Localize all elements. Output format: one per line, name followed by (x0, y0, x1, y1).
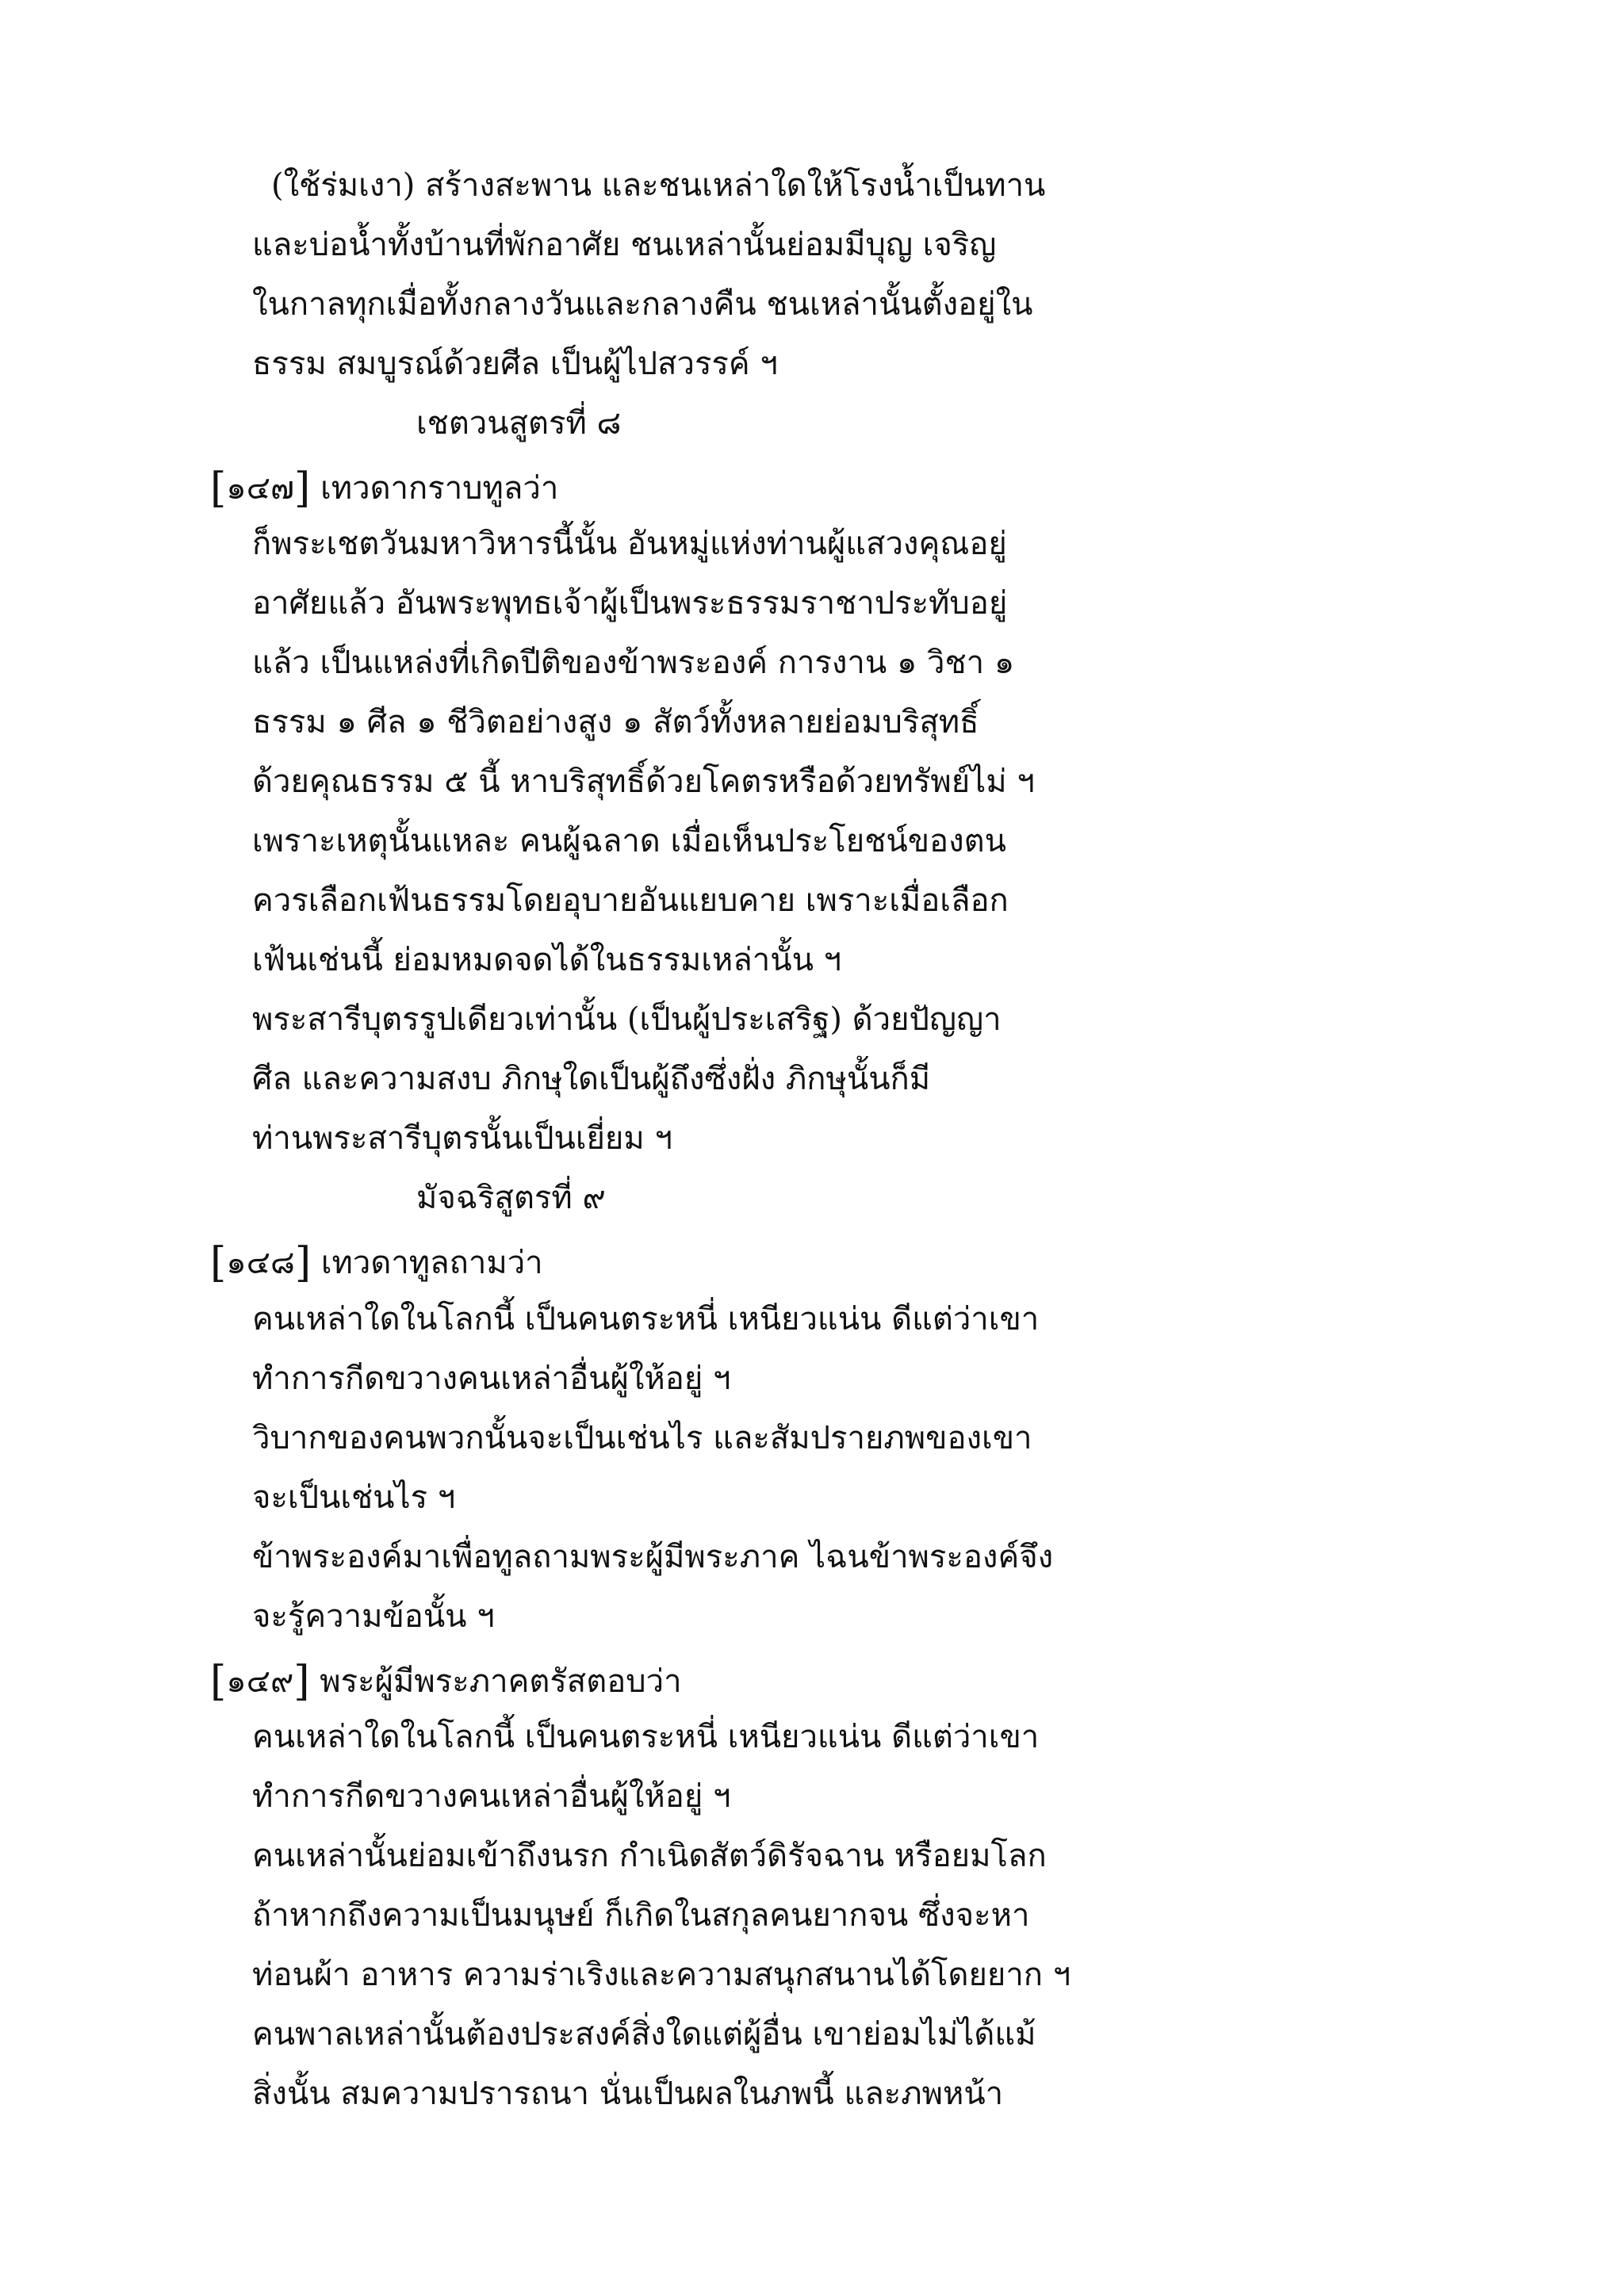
verse-number-line (210, 1657, 682, 1706)
close-bracket: ] (294, 465, 311, 512)
close-bracket: ] (293, 1658, 310, 1705)
verse-number: ๑๔๘ (226, 1245, 295, 1281)
text-line: ด้วยคุณธรรม ๕ นี้ หาบริสุทธิ์ด้วยโคตรหรือด้วยทรัพย์ไม่ ฯ (252, 763, 1035, 800)
text-line: และบ่อน้ำทั้งบ้านที่พักอาศัย ชนเหล่านั้นย่อมมีบุญ เจริญ (252, 227, 997, 263)
text-line: ข้าพระองค์มาเพื่อทูลถามพระผู้มีพระภาค ไฉนข้าพระองค์จึง (252, 1539, 1054, 1575)
text-line: คนพาลเหล่านั้นต้องประสงค์สิ่งใดแต่ผู้อื่น เขาย่อมไม่ได้แม้ (252, 2016, 1036, 2053)
text-line: อาศัยแล้ว อันพระพุทธเจ้าผู้เป็นพระธรรมราชาประทับอยู่ (252, 585, 1008, 622)
open-bracket: [ (210, 1658, 227, 1705)
text-line: สิ่งนั้น สมความปรารถนา นั่นเป็นผลในภพนี้ และภพหน้า (252, 2076, 1004, 2112)
verse-speaker: เทวดากราบทูลว่า (320, 470, 559, 507)
text-line: ควรเลือกเฟ้นธรรมโดยอุบายอันแยบคาย เพราะเมื่อเลือก (252, 882, 1009, 919)
text-line: ทำการกีดขวางคนเหล่าอื่นผู้ให้อยู่ ฯ (252, 1778, 731, 1815)
text-line: เฟ้นเช่นนี้ ย่อมหมดจดได้ในธรรมเหล่านั้น ฯ (252, 942, 842, 978)
open-bracket: [ (210, 465, 227, 512)
open-bracket: [ (210, 1239, 227, 1287)
verse-speaker: เทวดาทูลถามว่า (320, 1245, 543, 1281)
text-line: ธรรม ๑ ศีล ๑ ชีวิตอย่างสูง ๑ สัตว์ทั้งหลายย่อมบริสุทธิ์ (252, 704, 979, 740)
text-line: (ใช้ร่มเงา) สร้างสะพาน และชนเหล่าใดให้โรงน้ำเป็นทาน (271, 167, 1046, 204)
verse-speaker: พระผู้มีพระภาคตรัสตอบว่า (320, 1663, 682, 1700)
text-line: คนเหล่านั้นย่อมเข้าถึงนรก กำเนิดสัตว์ดิรัจฉาน หรือยมโลก (252, 1838, 1047, 1874)
text-line: ท่อนผ้า อาหาร ความร่าเริงและความสนุกสนานได้โดยยาก ฯ (252, 1957, 1071, 1993)
verse-number-line (210, 1238, 543, 1288)
text-line: เพราะเหตุนั้นแหละ คนผู้ฉลาด เมื่อเห็นประโยชน์ของตน (252, 823, 1006, 859)
text-line: ก็พระเชตวันมหาวิหารนี้นั้น อันหมู่แห่งท่านผู้แสวงคุณอยู่ (252, 526, 1007, 562)
text-line: ทำการกีดขวางคนเหล่าอื่นผู้ให้อยู่ ฯ (252, 1360, 731, 1397)
verse-number-line (210, 464, 558, 513)
text-line: ท่านพระสารีบุตรนั้นเป็นเยี่ยม ฯ (252, 1120, 672, 1157)
text-line: จะเป็นเช่นไร ฯ (252, 1479, 456, 1516)
verse-number: ๑๔๙ (226, 1663, 294, 1700)
text-line: คนเหล่าใดในโลกนี้ เป็นคนตระหนี่ เหนียวแน่น ดีแต่ว่าเขา (252, 1719, 1040, 1755)
text-line: ศีล และความสงบ ภิกษุใดเป็นผู้ถึงซึ่งฝั่ง ภิกษุนั้นก็มี (252, 1061, 931, 1097)
text-line: พระสารีบุตรรูปเดียวเท่านั้น (เป็นผู้ประเสริฐ) ด้วยปัญญา (252, 1001, 1002, 1038)
close-bracket: ] (294, 1239, 312, 1287)
section-heading: เชตวนสูตรที่ ๘ (416, 405, 622, 442)
verse-number: ๑๔๗ (226, 470, 295, 507)
text-line: แล้ว เป็นแหล่งที่เกิดปีติของข้าพระองค์ การงาน ๑ วิชา ๑ (252, 645, 1015, 681)
text-line: ถ้าหากถึงความเป็นมนุษย์ ก็เกิดในสกุลคนยากจน ซึ่งจะหา (252, 1897, 1030, 1934)
section-heading: มัจฉริสูตรที่ ๙ (416, 1180, 606, 1216)
text-line: จะรู้ความข้อนั้น ฯ (252, 1598, 495, 1635)
text-line: วิบากของคนพวกนั้นจะเป็นเช่นไร และสัมปรายภพของเขา (252, 1420, 1032, 1456)
text-line: คนเหล่าใดในโลกนี้ เป็นคนตระหนี่ เหนียวแน่น ดีแต่ว่าเขา (252, 1301, 1040, 1337)
text-line: ธรรม สมบูรณ์ด้วยศีล เป็นผู้ไปสวรรค์ ฯ (252, 346, 778, 382)
text-line: ในกาลทุกเมื่อทั้งกลางวันและกลางคืน ชนเหล่านั้นตั้งอยู่ใน (252, 286, 1033, 323)
